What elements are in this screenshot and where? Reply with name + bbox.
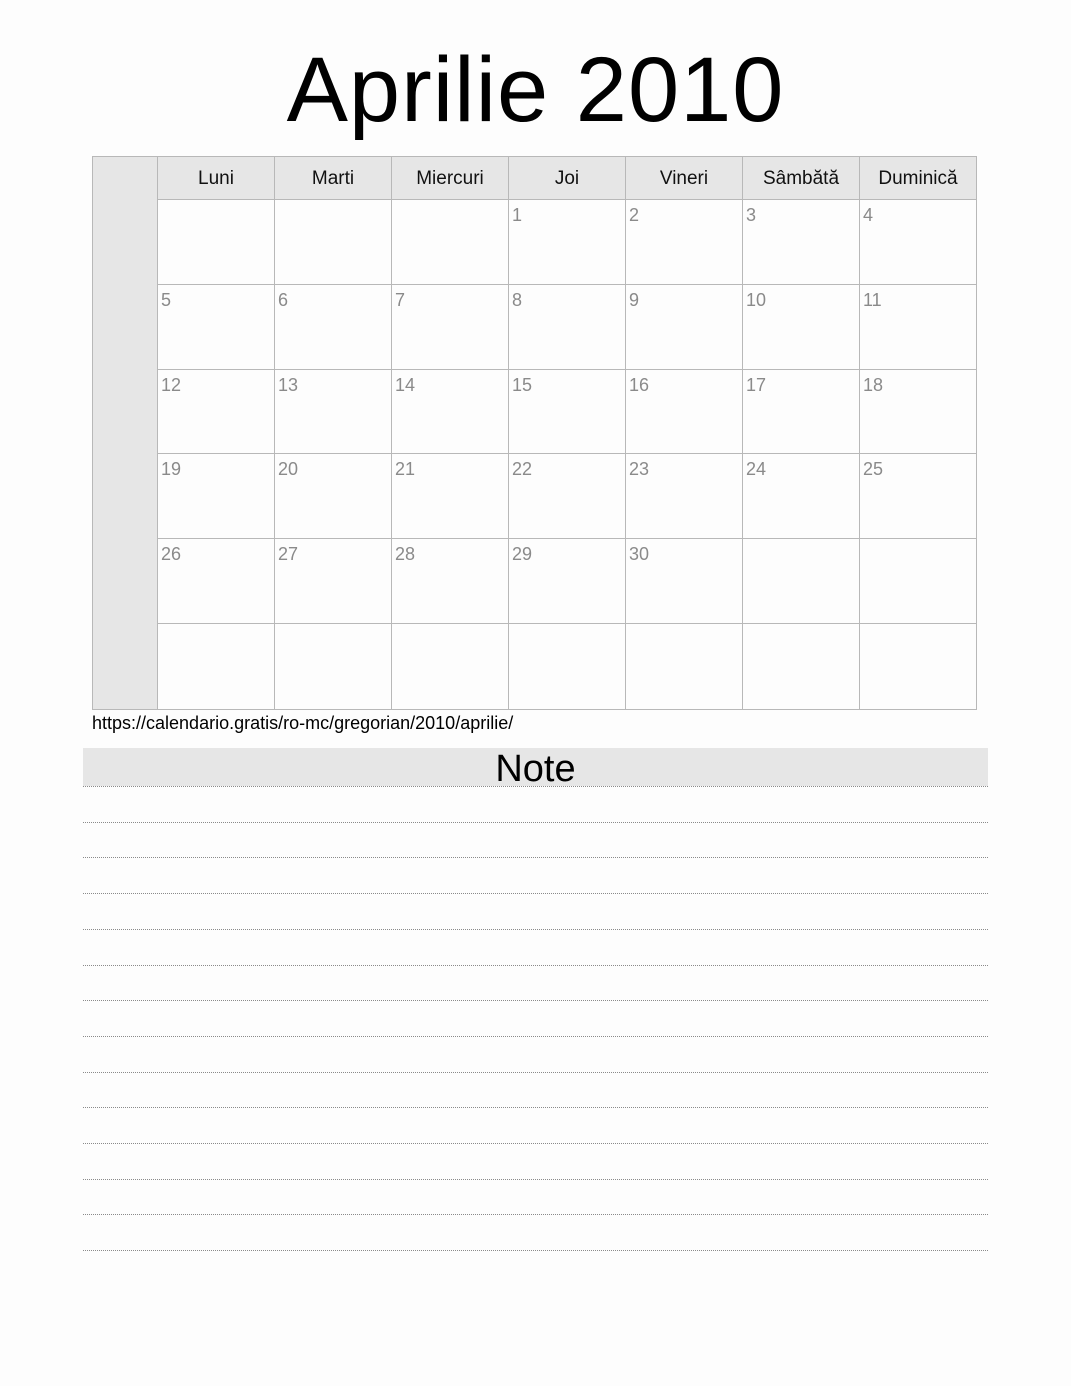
day-cell xyxy=(626,285,743,369)
day-cell xyxy=(743,285,860,369)
day-number: 19 xyxy=(161,459,182,480)
note-line xyxy=(83,1143,988,1144)
day-number: 22 xyxy=(512,459,533,480)
day-number: 4 xyxy=(863,205,874,225)
day-cell xyxy=(158,200,275,284)
day-cell xyxy=(626,370,743,454)
day-number: 10 xyxy=(746,289,767,310)
day-number: 15 xyxy=(512,374,533,395)
note-line xyxy=(83,822,988,823)
day-cell xyxy=(509,200,626,284)
note-line xyxy=(83,786,988,787)
day-cell xyxy=(275,624,392,709)
day-cell xyxy=(275,454,392,538)
day-cell xyxy=(392,454,509,538)
note-line xyxy=(83,1179,988,1180)
day-cell xyxy=(743,539,860,623)
day-cell xyxy=(392,624,509,709)
note-line xyxy=(83,929,988,930)
day-number: 5 xyxy=(161,289,172,310)
note-line xyxy=(83,893,988,894)
day-cell xyxy=(743,454,860,538)
day-number: 29 xyxy=(512,544,533,565)
day-number: 1 xyxy=(512,205,523,225)
day-number: 14 xyxy=(395,374,416,395)
day-number: 23 xyxy=(629,459,650,480)
page-title: Aprilie 2010 xyxy=(286,39,785,141)
day-number: 8 xyxy=(512,289,523,310)
week-number-column xyxy=(93,157,158,709)
weekday-header: Vineri xyxy=(626,157,743,199)
day-number: 24 xyxy=(746,459,767,480)
day-cell xyxy=(392,370,509,454)
day-cell xyxy=(275,370,392,454)
week-row xyxy=(158,454,976,539)
day-number: 11 xyxy=(863,289,882,310)
weekday-header: Joi xyxy=(509,157,626,199)
note-line xyxy=(83,857,988,858)
day-cell xyxy=(860,454,976,538)
day-number: 17 xyxy=(746,374,767,395)
day-cell xyxy=(860,370,976,454)
day-cell xyxy=(158,454,275,538)
note-line xyxy=(83,1214,988,1215)
week-row xyxy=(158,285,976,370)
day-number: 18 xyxy=(863,374,884,395)
note-line xyxy=(83,965,988,966)
day-number: 27 xyxy=(278,544,299,565)
note-line xyxy=(83,1036,988,1037)
day-cell xyxy=(392,200,509,284)
weekday-header: Luni xyxy=(158,157,275,199)
day-cell xyxy=(626,539,743,623)
weekday-header: Marti xyxy=(275,157,392,199)
day-cell xyxy=(158,539,275,623)
day-cell xyxy=(392,539,509,623)
day-cell xyxy=(626,200,743,284)
day-cell xyxy=(392,285,509,369)
notes-header: Note xyxy=(83,748,988,786)
weekday-header-row xyxy=(158,157,976,200)
day-cell xyxy=(743,200,860,284)
day-number: 13 xyxy=(278,374,299,395)
day-cell xyxy=(743,624,860,709)
day-number: 16 xyxy=(629,374,650,395)
day-cell xyxy=(509,539,626,623)
weekday-header: Duminică xyxy=(878,168,958,189)
calendar-grid xyxy=(92,156,977,710)
day-cell xyxy=(860,285,976,369)
day-cell xyxy=(743,370,860,454)
day-cell xyxy=(275,539,392,623)
day-number: 9 xyxy=(629,289,640,310)
weekday-header: Sâmbătă xyxy=(743,157,860,199)
note-line xyxy=(83,1250,988,1251)
day-number: 28 xyxy=(395,544,416,565)
day-cell xyxy=(509,285,626,369)
source-url[interactable]: https://calendario.gratis/ro-mc/gregorian/2010/aprilie/ xyxy=(92,713,514,733)
day-cell xyxy=(509,454,626,538)
week-row xyxy=(158,200,976,285)
note-line xyxy=(83,1000,988,1001)
week-row xyxy=(158,370,976,455)
day-number: 26 xyxy=(161,544,182,565)
day-cell xyxy=(860,624,976,709)
day-cell xyxy=(158,624,275,709)
day-cell xyxy=(275,200,392,284)
day-cell xyxy=(860,200,976,284)
day-cell xyxy=(509,624,626,709)
day-cell xyxy=(275,285,392,369)
day-number: 3 xyxy=(746,205,757,225)
day-cell xyxy=(158,370,275,454)
day-number: 25 xyxy=(863,459,884,480)
note-line xyxy=(83,1107,988,1108)
day-number: 20 xyxy=(278,459,299,480)
day-number: 21 xyxy=(395,459,416,480)
calendar-days xyxy=(158,157,976,709)
weekday-header: Miercuri xyxy=(392,157,509,199)
day-number: 2 xyxy=(629,205,640,225)
week-row xyxy=(158,539,976,624)
day-number: 12 xyxy=(161,374,182,395)
day-number: 6 xyxy=(278,289,289,310)
day-cell xyxy=(860,539,976,623)
day-cell xyxy=(509,370,626,454)
day-number: 30 xyxy=(629,544,650,565)
day-cell xyxy=(626,454,743,538)
day-cell xyxy=(158,285,275,369)
week-row xyxy=(158,624,976,709)
day-number: 7 xyxy=(395,289,406,310)
note-line xyxy=(83,1072,988,1073)
day-cell xyxy=(626,624,743,709)
